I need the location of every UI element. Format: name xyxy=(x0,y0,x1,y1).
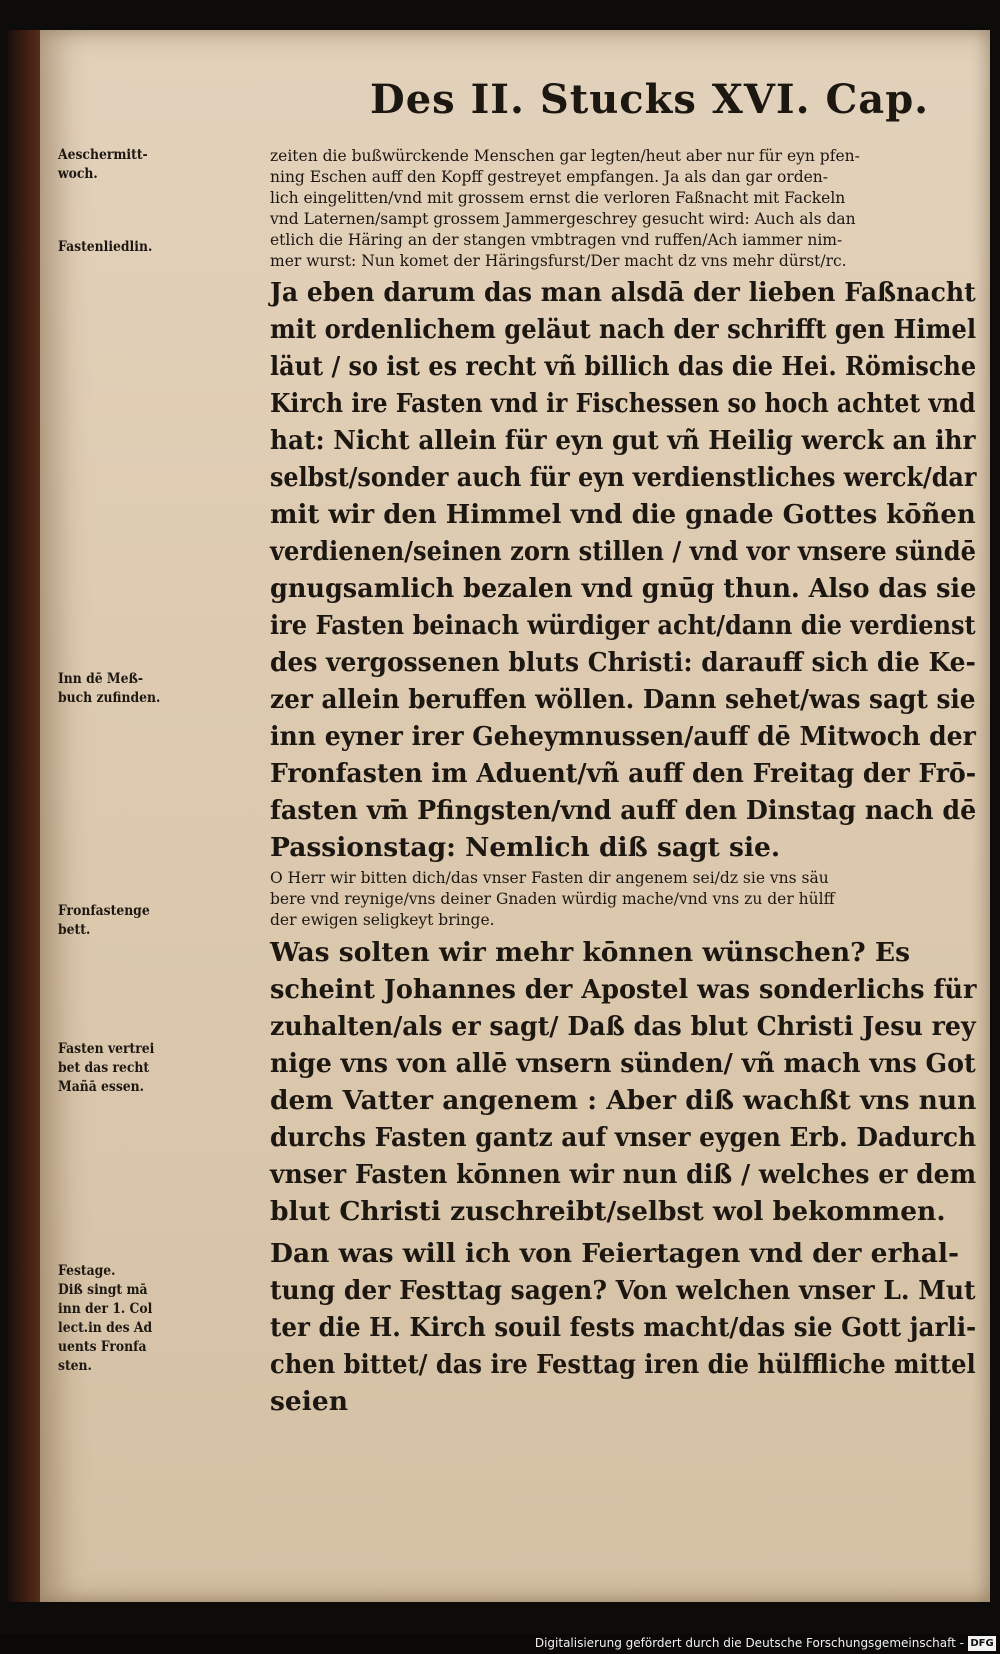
text-line: Fronfasten im Aduent/vñ auff den Freitag der Frō- xyxy=(270,758,977,789)
text-line: Passionstag: Nemlich diß sagt sie. xyxy=(270,832,781,863)
text-line: ire Fasten beinach würdiger acht/dann die verdienst xyxy=(270,610,976,641)
text-line: vnser Fasten kōnnen wir nun diß / welches er dem xyxy=(270,1159,977,1190)
text-line: Dan was will ich von Feiertagen vnd der erhal- xyxy=(270,1238,959,1269)
text-line: Was solten wir mehr kōnnen wünschen? Es xyxy=(270,937,911,968)
text-line: seien xyxy=(270,1386,348,1417)
text-line: nige vns von allē vnsern sünden/ vñ mach vns Got xyxy=(270,1048,976,1079)
text-line: der ewigen seligkeyt bringe. xyxy=(270,911,495,929)
text-line: mit wir den Himmel vnd die gnade Gottes kōñen xyxy=(270,499,976,530)
margin-note: Fasten vertrei bet das recht Mañā essen. xyxy=(58,1041,155,1095)
text-line: Ja eben darum das man alsdā der lieben Faßnacht xyxy=(270,277,976,308)
text-line: dem Vatter angenem : Aber diß wachßt vns nun xyxy=(270,1085,977,1116)
text-line: des vergossenen bluts Christi: darauff sich die Ke- xyxy=(270,647,976,678)
text-line: tung der Festtag sagen? Von welchen vnser L. Mut xyxy=(270,1275,976,1306)
text-line: etlich die Häring an der stangen vmbtragen vnd ruffen/Ach iammer nim- xyxy=(270,231,843,249)
text-line: zer allein beruffen wöllen. Dann sehet/was sagt sie xyxy=(270,684,976,715)
running-header: Des II. Stucks XVI. Cap. xyxy=(370,76,930,123)
margin-note: Fastenliedlin. xyxy=(58,239,153,255)
digitization-credit: Digitalisierung gefördert durch die Deutsche Forschungsgemeinschaft - xyxy=(534,1636,964,1650)
text-line: zeiten die bußwürckende Menschen gar legten/heut aber nur für eyn pfen- xyxy=(270,147,860,165)
text-line: ning Eschen auff den Kopff gestreyet empfangen. Ja als dan gar orden- xyxy=(270,168,829,186)
text-line: blut Christi zuschreibt/selbst wol bekommen. xyxy=(270,1196,946,1227)
text-line: vnd Laternen/sampt grossem Jammergeschrey gesucht wird: Auch als dan xyxy=(270,210,856,228)
text-line: durchs Fasten gantz auf vnser eygen Erb. Dadurch xyxy=(270,1122,977,1153)
margin-note: Inn dē Meß- buch zufinden. xyxy=(58,671,161,706)
text-line: hat: Nicht allein für eyn gut vñ Heilig werck an ihr xyxy=(270,425,976,456)
text-line: lich eingelitten/vnd mit grossem ernst die verloren Faßnacht mit Fackeln xyxy=(270,189,846,207)
text-line: inn eyner irer Geheymnussen/auff dē Mitwoch der xyxy=(270,721,976,752)
text-line: Kirch ire Fasten vnd ir Fischessen so hoch achtet vnd xyxy=(270,388,976,419)
text-line: zuhalten/als er sagt/ Daß das blut Christi Jesu rey xyxy=(270,1011,976,1042)
text-line: selbst/sonder auch für eyn verdienstliches werck/dar xyxy=(270,462,977,493)
margin-note: Fronfastenge bett. xyxy=(58,903,150,938)
text-line: chen bittet/ das ire Festtag iren die hülffliche mittel xyxy=(270,1349,976,1380)
text-line: läut / so ist es recht vñ billich das die Hei. Römische xyxy=(270,351,977,382)
text-line: mer wurst: Nun komet der Häringsfurst/Der macht dz vns mehr dürst/rc. xyxy=(270,252,847,270)
text-line: mit ordenlichem geläut nach der schrifft gen Himel xyxy=(270,314,977,345)
margin-note: Festage. Diß singt mā inn der 1. Col lect.in des Ad uents Fronfa sten. xyxy=(58,1263,153,1374)
text-line: bere vnd reynige/vns deiner Gnaden würdig mache/vnd vns zu der hülff xyxy=(270,890,835,908)
text-line: verdienen/seinen zorn stillen / vnd vor vnsere sündē xyxy=(270,536,977,567)
text-line: ter die H. Kirch souil fests macht/das sie Gott jarli- xyxy=(270,1312,977,1343)
text-line: gnugsamlich bezalen vnd gnūg thun. Also das sie xyxy=(270,573,977,604)
book-page xyxy=(40,30,990,1602)
dfg-logo: DFG xyxy=(968,1636,996,1651)
text-line: scheint Johannes der Apostel was sonderlichs für xyxy=(270,974,977,1005)
margin-note: Aeschermitt- woch. xyxy=(58,147,148,182)
text-line: O Herr wir bitten dich/das vnser Fasten dir angenem sei/dz sie vns säu xyxy=(270,869,829,887)
text-line: fasten vm̄ Pfingsten/vnd auff den Dinstag nach dē xyxy=(270,795,977,826)
